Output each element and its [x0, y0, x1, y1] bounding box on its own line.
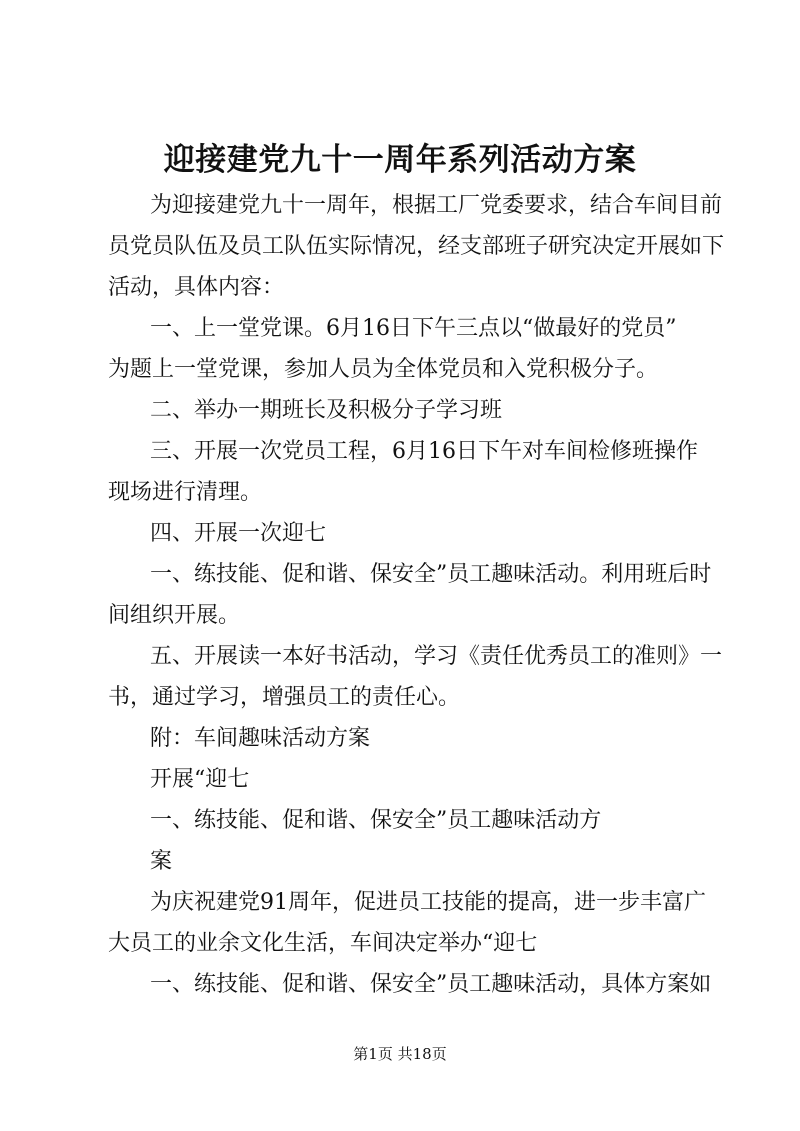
body-line: 五、开展读一本好书活动，学习《责任优秀员工的准则》一: [150, 644, 723, 669]
body-line: 为庆祝建党91周年，促进员工技能的提高，进一步丰富广: [150, 890, 706, 915]
body-line: 一、练技能、促和谐、保安全”员工趣味活动方: [150, 808, 602, 833]
body-line: 开展“迎七: [150, 767, 250, 792]
body-line: 一、练技能、促和谐、保安全”员工趣味活动，具体方案如: [150, 972, 712, 997]
body-line: 二、举办一期班长及积极分子学习班: [150, 398, 503, 423]
body-line: 为迎接建党九十一周年，根据工厂党委要求，结合车间目前: [150, 193, 723, 218]
body-line: 为题上一堂党课，参加人员为全体党员和入党积极分子。: [108, 357, 659, 382]
document-title: 迎接建党九十一周年系列活动方案: [163, 142, 637, 178]
body-line: 四、开展一次迎七: [150, 521, 327, 546]
body-line: 现场进行清理。: [108, 480, 263, 505]
body-line: 员党员队伍及员工队伍实际情况，经支部班子研究决定开展如下: [108, 234, 725, 259]
body-line: 一、练技能、促和谐、保安全”员工趣味活动。利用班后时: [150, 562, 712, 587]
body-line: 附：车间趣味活动方案: [150, 726, 371, 751]
body-line: 书，通过学习，增强员工的责任心。: [108, 685, 461, 710]
body-line: 间组织开展。: [108, 603, 241, 628]
body-line: 活动，具体内容：: [108, 275, 285, 300]
body-line: 大员工的业余文化生活，车间决定举办“迎七: [108, 931, 538, 956]
body-line: 案: [150, 849, 173, 874]
body-line: 三、开展一次党员工程，6月16日下午对车间检修班操作: [150, 439, 698, 464]
body-line: 一、上一堂党课。6月16日下午三点以“做最好的党员”: [150, 316, 677, 341]
page-number-footer: 第1页 共18页: [353, 1045, 447, 1063]
